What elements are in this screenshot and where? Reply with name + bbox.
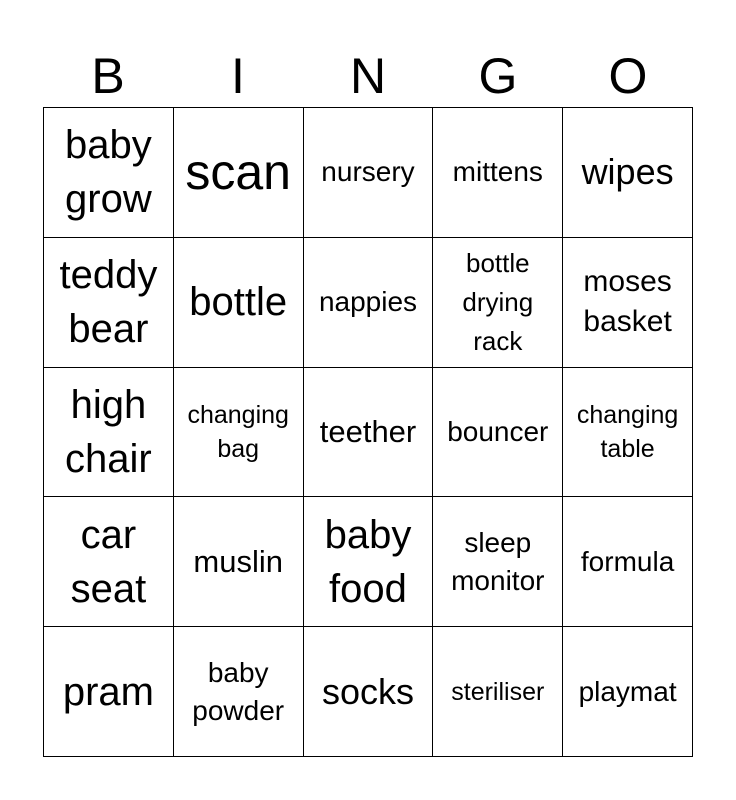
header-letter-i: I <box>231 48 245 104</box>
bingo-cell[interactable] <box>304 368 434 498</box>
bingo-cell[interactable] <box>433 238 563 368</box>
bingo-cell[interactable] <box>44 627 174 757</box>
bingo-cell[interactable] <box>563 238 693 368</box>
cell-label: changing bag <box>187 400 289 463</box>
cell-label: muslin <box>193 543 283 579</box>
cell-label: moses basket <box>583 265 672 339</box>
cell-label: nursery <box>321 156 415 188</box>
cell-label: playmat <box>578 675 677 707</box>
bingo-cell[interactable] <box>174 497 304 627</box>
bingo-cell[interactable] <box>563 497 693 627</box>
cell-label: steriliser <box>451 677 545 706</box>
cell-label: bouncer <box>447 415 549 447</box>
bingo-cell[interactable] <box>174 627 304 757</box>
bingo-cell[interactable] <box>44 368 174 498</box>
cell-label: high chair <box>65 382 152 481</box>
bingo-cell[interactable] <box>433 108 563 238</box>
cell-label: wipes <box>581 151 674 193</box>
header-letter-o: O <box>608 48 648 104</box>
cell-label: nappies <box>318 286 418 318</box>
bingo-cell[interactable] <box>304 627 434 757</box>
bingo-cell[interactable] <box>433 627 563 757</box>
header-letter-n: N <box>349 48 387 104</box>
bingo-cell[interactable] <box>44 108 174 238</box>
cell-label: car seat <box>70 512 147 611</box>
cell-label: teether <box>319 413 417 449</box>
bingo-cell[interactable] <box>174 368 304 498</box>
cell-label: bottle drying rack <box>462 247 534 356</box>
bingo-cell[interactable] <box>44 238 174 368</box>
bingo-cell[interactable] <box>433 368 563 498</box>
cell-label: sleep monitor <box>451 526 545 596</box>
bingo-cell[interactable] <box>304 238 434 368</box>
bingo-cell[interactable] <box>304 108 434 238</box>
header-letter-b: B <box>91 48 125 104</box>
cell-label: baby powder <box>192 656 285 726</box>
cell-label: teddy bear <box>59 253 158 352</box>
bingo-cell[interactable] <box>433 497 563 627</box>
bingo-cell[interactable] <box>44 497 174 627</box>
bingo-cell[interactable] <box>304 497 434 627</box>
cell-label: changing table <box>576 400 679 463</box>
bingo-cell[interactable] <box>563 368 693 498</box>
bingo-cell[interactable] <box>174 238 304 368</box>
cell-label: baby food <box>324 512 412 611</box>
cell-label: formula <box>580 545 675 577</box>
bingo-header <box>43 44 693 108</box>
cell-label: bottle <box>189 280 288 325</box>
cell-label: scan <box>185 144 291 201</box>
bingo-cell[interactable] <box>174 108 304 238</box>
bingo-cell[interactable] <box>563 108 693 238</box>
cell-label: socks <box>321 670 414 712</box>
bingo-card <box>43 107 693 757</box>
cell-label: baby grow <box>65 123 152 222</box>
bingo-cell[interactable] <box>563 627 693 757</box>
cell-label: pram <box>62 669 154 714</box>
header-letter-g: G <box>478 48 518 104</box>
cell-label: mittens <box>452 156 543 188</box>
